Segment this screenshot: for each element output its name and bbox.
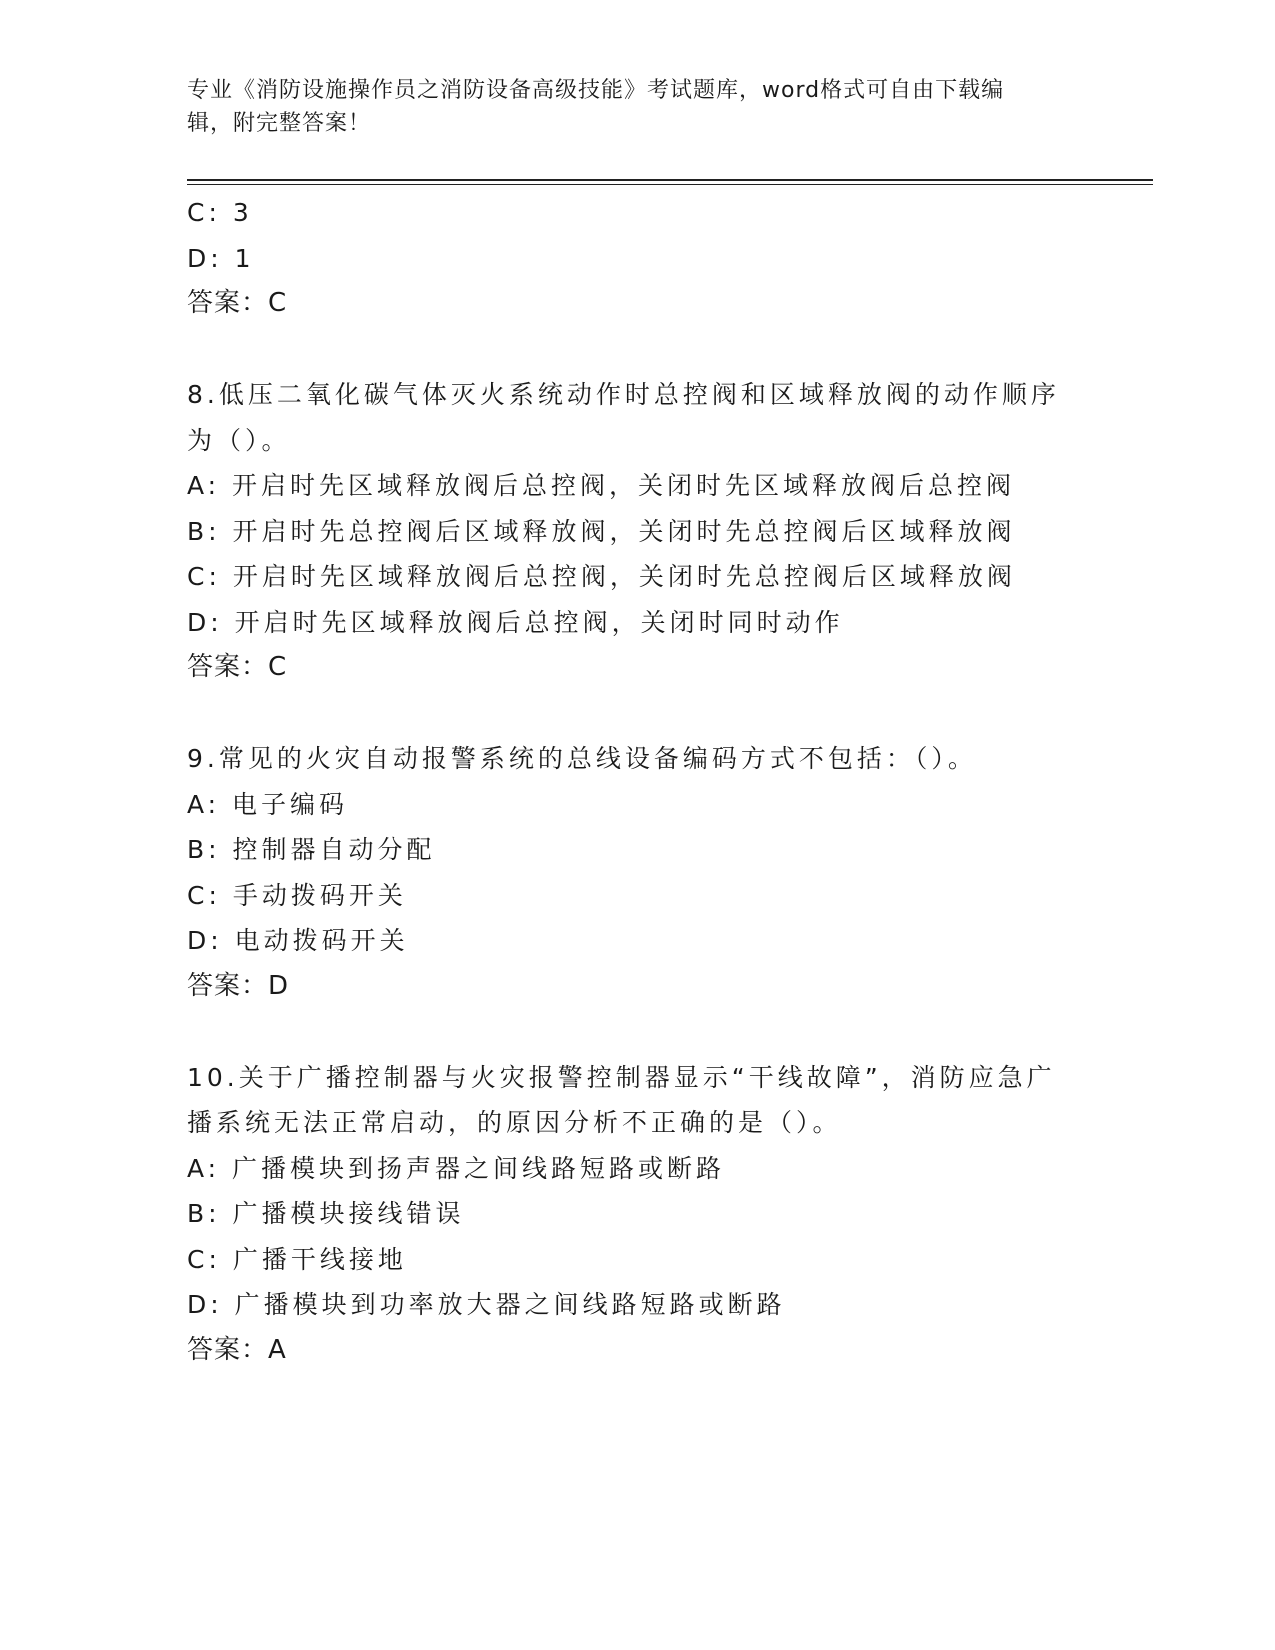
- header-divider-thin: [187, 184, 1153, 185]
- answer: 答案：C: [187, 652, 288, 682]
- spacer: [187, 1009, 1087, 1055]
- option-a: A: 广播模块到扬声器之间线路短路或断路: [187, 1153, 726, 1183]
- option-c: C: 手动拨码开关: [187, 880, 407, 910]
- header-line-2: 辑，附完整答案！: [187, 111, 372, 136]
- question-stem: 播系统无法正常启动，的原因分析不正确的是（）。: [187, 1108, 842, 1137]
- question-stem: 8.低压二氧化碳气体灭火系统动作时总控阀和区域释放阀的动作顺序: [187, 380, 1060, 409]
- option-b: B: 开启时先总控阀后区域释放阀，关闭时先总控阀后区域释放阀: [187, 516, 1016, 546]
- question-9: [187, 736, 1087, 1009]
- spacer: [187, 691, 1087, 737]
- option-a: A: 开启时先区域释放阀后总控阀，关闭时先区域释放阀后总控阀: [187, 471, 1016, 500]
- question-7-tail: [187, 190, 1087, 327]
- answer: 答案：C: [187, 288, 288, 318]
- header-line-1: 专业《消防设施操作员之消防设备高级技能》考试题库，word格式可自由下载编: [187, 78, 1005, 103]
- spacer: [187, 327, 1087, 373]
- answer: 答案：D: [187, 970, 290, 1001]
- question-stem: 为（）。: [187, 425, 291, 455]
- question-8: [187, 372, 1087, 691]
- option-c: C: 广播干线接地: [187, 1244, 407, 1274]
- option-c: C: 3: [187, 198, 253, 227]
- question-stem: 10.关于广播控制器与火灾报警控制器显示“干线故障”，消防应急广: [187, 1062, 1056, 1092]
- option-d: D: 1: [187, 243, 255, 273]
- option-d: D: 开启时先区域释放阀后总控阀，关闭时同时动作: [187, 607, 844, 637]
- option-d: D: 广播模块到功率放大器之间线路短路或断路: [187, 1290, 786, 1319]
- question-10: [187, 1055, 1087, 1374]
- option-b: B: 广播模块接线错误: [187, 1199, 465, 1228]
- page-header: [187, 74, 1067, 140]
- option-c: C: 开启时先区域释放阀后总控阀，关闭时先总控阀后区域释放阀: [187, 562, 1016, 591]
- option-b: B: 控制器自动分配: [187, 835, 436, 864]
- option-a: A: 电子编码: [187, 789, 349, 819]
- header-divider-thick: [187, 179, 1153, 181]
- option-d: D: 电动拨码开关: [187, 926, 409, 955]
- question-list: [187, 190, 1087, 1373]
- question-stem: 9.常见的火灾自动报警系统的总线设备编码方式不包括：（）。: [187, 744, 977, 773]
- answer: 答案：A: [187, 1334, 287, 1365]
